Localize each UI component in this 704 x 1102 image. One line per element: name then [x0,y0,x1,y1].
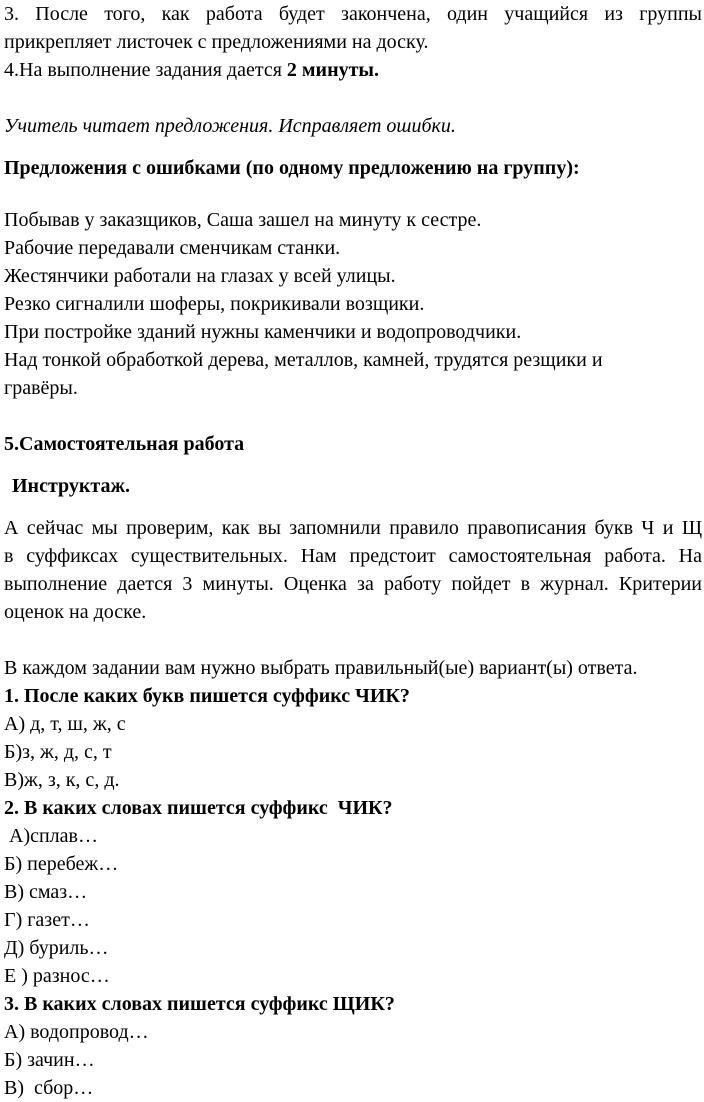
question-title: 2. В каких словах пишется суффикс ЧИК? [4,797,393,819]
teacher-note: Учитель читает предложения. Исправляет ошибки. [4,115,456,137]
error-sentence: Рабочие передавали сменчикам станки. [4,237,341,259]
intro-line-2: прикрепляет листочек с предложениями на доску. [4,31,429,53]
intro-line-3-text: 4.На выполнение задания дается [4,59,287,81]
answer-option: Е ) разнос… [4,965,110,987]
answer-option: Б) зачин… [4,1049,95,1071]
error-sentence: Побывав у заказщиков, Саша зашел на минуту к сестре. [4,209,482,231]
answer-option: В) смаз… [4,881,88,903]
question-3 [4,990,702,1102]
error-sentence: Резко сигналили шоферы, покрикивали возщики. [4,293,425,315]
paragraph-line: оценок на доске. [4,601,147,623]
intro-line-1: 3. После того, как работа будет закончена, один учащийся из группы [4,3,702,25]
answer-option: А)сплав… [4,825,98,847]
intro-line-3 [4,56,702,84]
answer-option: В)ж, з, к, с, д. [4,769,120,791]
error-sentence: Жестянчики работали на глазах у всей улицы. [4,265,396,287]
instruction-paragraph [4,514,702,626]
answer-option: В) сбор… [4,1077,94,1099]
error-sentences-list [4,206,702,402]
error-sentence: При постройке зданий нужны каменчики и водопроводчики. [4,321,522,343]
answer-option: А) д, т, ш, ж, с [4,713,126,735]
error-sentence: гравёры. [4,377,78,399]
document-page [4,0,702,1102]
question-title: 1. После каких букв пишется суффикс ЧИК? [4,685,410,707]
question-title: 3. В каких словах пишется суффикс ЩИК? [4,993,395,1015]
answer-option: А) водопровод… [4,1021,149,1043]
question-2 [4,794,702,990]
answer-option: Г) газет… [4,909,90,931]
answer-option: Д) буриль… [4,937,109,959]
section-5-heading: 5.Самостоятельная работа [4,433,245,455]
errors-heading: Предложения с ошибками (по одному предложению на группу): [4,157,580,179]
error-sentence: Над тонкой обработкой дерева, металлов, камней, трудятся резщики и [4,349,603,371]
paragraph-line: в суффиксах существительных. Нам предстоит самостоятельная работа. На [4,545,702,567]
instruction-heading: Инструктаж. [12,475,130,497]
time-limit: 2 минуты. [286,59,380,81]
paragraph-line: А сейчас мы проверим, как вы запомнили правило правописания букв Ч и Щ [4,517,702,539]
paragraph-line: выполнение дается 3 минуты. Оценка за работу пойдет в журнал. Критерии [4,573,702,595]
task-intro: В каждом задании вам нужно выбрать правильный(ые) вариант(ы) ответа. [4,657,638,679]
question-1 [4,682,702,794]
answer-option: Б)з, ж, д, с, т [4,741,112,763]
answer-option: Б) перебеж… [4,853,119,875]
